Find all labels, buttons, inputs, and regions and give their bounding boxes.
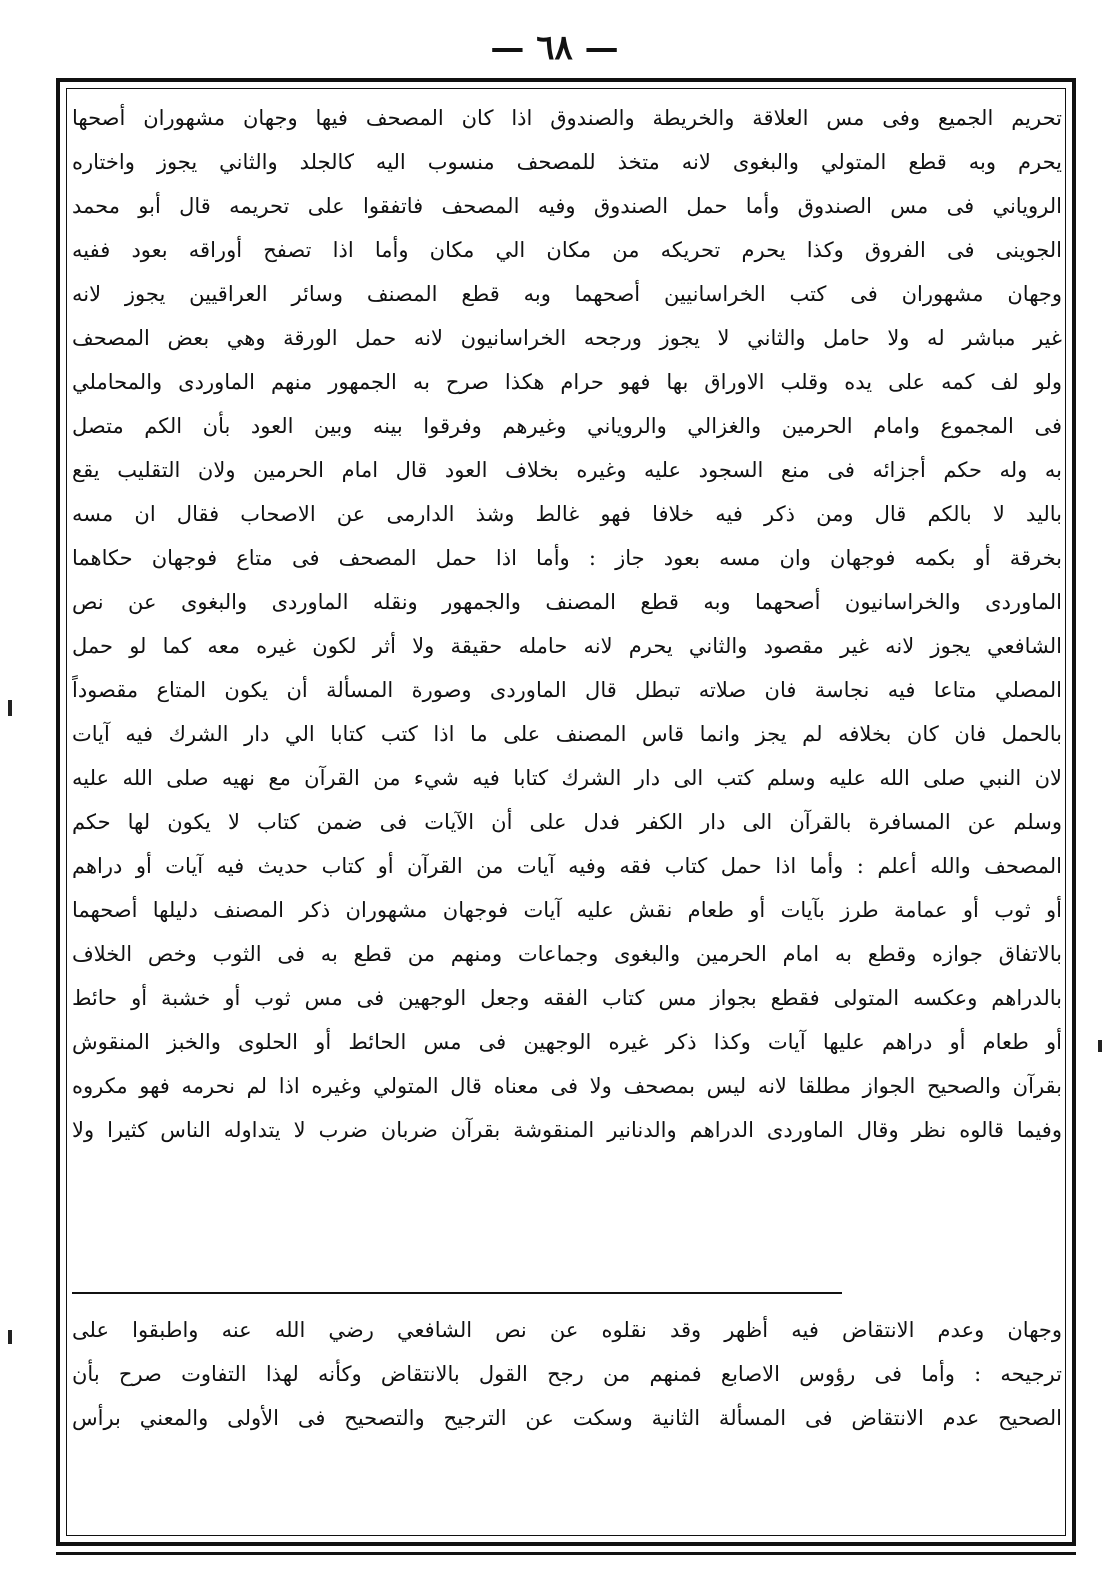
text-line: وجهان مشهوران فى كتب الخراسانيين أصحهما وبه قطع المصنف وسائر العراقيين يجوز لانه [72,282,1062,306]
page-number: — ٦٨ — [490,28,619,68]
text-line: غير مباشر له ولا حامل والثاني لا يجوز ورجحه الخراسانيون لانه حمل الورقة وهي بعض المصحف [72,326,1062,350]
bottom-border-rule [56,1552,1076,1555]
text-line: بالدراهم وعكسه المتولى فقطع بجواز مس كتاب الفقه وجعل الوجهين فى مس ثوب أو خشبة أو حائط [72,986,1062,1010]
text-line: يحرم وبه قطع المتولي والبغوى لانه متخذ للمصحف منسوب اليه كالجلد والثاني يجوز واختاره [72,150,1062,174]
text-line: وفيما قالوه نظر وقال الماوردى الدراهم والدنانير المنقوشة بقرآن ضربان ضرب لا يتداوله الناس كثيرا ولا [72,1118,1062,1142]
text-line: أو طعام أو دراهم عليها آيات وكذا ذكر غيره الوجهين فى مس الحائط أو الحلوى والخبز المنقوش [72,1030,1062,1054]
text-line: ولو لف كمه على يده وقلب الاوراق بها فهو حرام هكذا صرح به الجمهور منهم الماوردى والمحاملي [72,370,1062,394]
text-line: فى المجموع وامام الحرمين والغزالي والروياني وغيرهم وفرقوا بينه وبين العود بأن الكم متصل [72,414,1062,438]
text-line: الماوردى والخراسانيون أصحهما وبه قطع المصنف والجمهور ونقله الماوردى والبغوى عن نص [72,590,1062,614]
margin-speck [8,1330,12,1344]
text-line: المصحف والله أعلم : وأما اذا حمل كتاب فقه وفيه آيات من القرآن أو كتاب حديث فيه آيات أو دراهم [72,854,1062,878]
footnote-line: ترجيحه : وأما فى رؤوس الاصابع فمنهم من رجح القول بالانتقاض وكأنه لهذا التفاوت صرح بأن [72,1362,1062,1386]
text-line: بالحمل فان كان بخلافه لم يجز وانما قاس المصنف على ما اذا كتب كتابا الي دار الشرك فيه آيات [72,722,1062,746]
text-line: تحريم الجميع وفى مس العلاقة والخريطة والصندوق اذا كان المصحف فيها وجهان مشهوران أصحها [72,106,1062,130]
text-line: بقرآن والصحيح الجواز مطلقا لانه ليس بمصحف ولا فى معناه قال المتولي وغيره اذا لم نحرمه فهو مكروه [72,1074,1062,1098]
footnote-block [72,1308,1062,1440]
text-line: به وله حكم أجزائه فى منع السجود عليه وغيره بخلاف العود قال امام الحرمين ولان التقليب يقع [72,458,1062,482]
text-line: الشافعي يجوز لانه غير مقصود والثاني يحرم لانه حامله حقيقة ولا أثر لكون غيره معه كما لو حمل [72,634,1062,658]
footnote-separator [72,1292,842,1294]
text-line: بالاتفاق جوازه وقطع به امام الحرمين والبغوى وجماعات ومنهم من قطع به فى الثوب وخص الخلاف [72,942,1062,966]
margin-speck [1098,1040,1102,1052]
text-line: الروياني فى مس الصندوق وأما حمل الصندوق وفيه المصحف فاتفقوا على تحريمه قال أبو محمد [72,194,1062,218]
text-line: باليد لا بالكم قال ومن ذكر فيه خلافا فهو غالط وشذ الدارمى عن الاصحاب فقال ان مسه [72,502,1062,526]
text-line: وسلم عن المسافرة بالقرآن الى دار الكفر فدل على أن الآيات فى ضمن كتاب لا يكون لها حكم [72,810,1062,834]
footnote-line: الصحيح عدم الانتقاض فى المسألة الثانية وسكت عن الترجيح والتصحيح فى الأولى والمعني برأس [72,1406,1062,1430]
text-line: أو ثوب أو عمامة طرز بآيات أو طعام نقش عليه آيات فوجهان مشهوران ذكر المصنف دليلها أصحهما [72,898,1062,922]
text-line: المصلي متاعا فيه نجاسة فان صلاته تبطل قال الماوردى وصورة المسألة أن يكون المتاع مقصوداً [72,678,1062,702]
main-text-block [72,96,1062,1152]
text-line: لان النبي صلى الله عليه وسلم كتب الى دار الشرك كتابا فيه شيء من القرآن مع نهيه صلى الله عليه [72,766,1062,790]
text-line: الجوينى فى الفروق وكذا يحرم تحريكه من مكان الي مكان وأما اذا تصفح أوراقه بعود ففيه [72,238,1062,262]
margin-speck [8,700,12,716]
text-line: بخرقة أو بكمه فوجهان وان مسه بعود جاز : وأما اذا حمل المصحف فى متاع فوجهان حكاهما [72,546,1062,570]
footnote-line: وجهان وعدم الانتقاض فيه أظهر وقد نقلوه عن نص الشافعي رضي الله عنه واطبقوا على [72,1318,1062,1342]
